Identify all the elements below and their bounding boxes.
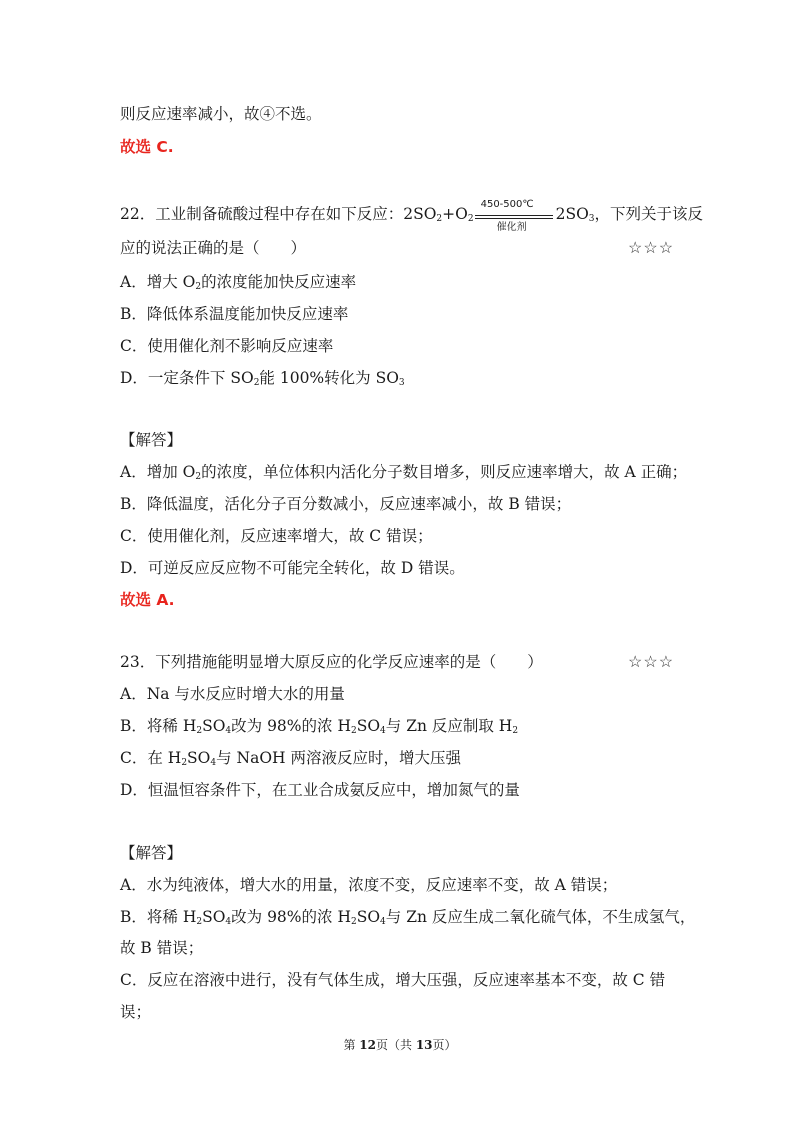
subscript: 2 — [195, 472, 202, 482]
subscript: 2 — [195, 282, 202, 292]
question-text: 2SO — [555, 205, 589, 223]
footer-text: 页） — [432, 1038, 457, 1052]
solution-line: C．反应在溶液中进行，没有气体生成，增大压强，反应速率基本不变，故 C 错 — [120, 971, 666, 989]
condition-catalyst: 催化剂 — [496, 222, 527, 233]
solution-text: SO — [356, 908, 381, 926]
forward-arrow — [475, 215, 553, 216]
subscript: 2 — [181, 758, 188, 768]
answer-choice: 故选 A. — [120, 591, 175, 609]
subscript: 2 — [196, 917, 203, 927]
answer-choice: 故选 C. — [120, 138, 174, 156]
option-text: SO — [187, 749, 211, 767]
solution-line: 故 B 错误； — [120, 939, 204, 957]
subscript: 4 — [225, 726, 232, 736]
question-text: ，下列关于该反 — [594, 205, 704, 223]
solution-text: B．将稀 H — [120, 908, 197, 926]
subscript: 2 — [350, 726, 357, 736]
option-b: B．降低体系温度能加快反应速率 — [120, 305, 349, 323]
option-text: A．增大 O — [120, 273, 196, 291]
footer-text: 第 — [343, 1038, 360, 1052]
subscript: 4 — [225, 917, 232, 927]
solution-text: 改为 98%的浓 H — [231, 908, 351, 926]
solution-line: A．水为纯液体，增大水的用量，浓度不变，反应速率不变，故 A 错误； — [120, 876, 618, 894]
solution-line: C．使用催化剂，反应速率增大，故 C 错误； — [120, 527, 433, 545]
solution-heading: 【解答】 — [120, 431, 183, 449]
subscript: 2 — [350, 917, 357, 927]
subscript: 2 — [196, 726, 203, 736]
question-text: 22．工业制备硫酸过程中存在如下反应：2SO — [120, 205, 437, 223]
page-number: 12 — [359, 1038, 376, 1052]
text-line: 则反应速率减小，故④不选。 — [120, 105, 322, 123]
option-text: B．将稀 H — [120, 717, 197, 735]
subscript: 3 — [588, 214, 595, 224]
page-total: 13 — [415, 1038, 433, 1052]
subscript: 2 — [512, 726, 519, 736]
option-text: SO — [202, 717, 226, 735]
solution-line — [120, 462, 687, 487]
option-text: C．在 H — [120, 749, 182, 767]
difficulty-stars: ☆☆☆ — [628, 652, 675, 671]
subscript: 4 — [380, 917, 386, 927]
subscript: 2 — [467, 214, 474, 224]
question-22-stem — [120, 199, 704, 233]
option-d — [120, 368, 405, 393]
solution-heading: 【解答】 — [120, 844, 183, 862]
reaction-condition-arrow — [475, 199, 555, 233]
option-text: SO — [356, 717, 381, 735]
option-text: 与 Zn 反应制取 H — [385, 717, 513, 735]
option-text: 与 NaOH 两溶液反应时，增大压强 — [216, 749, 461, 767]
solution-text: SO — [202, 908, 226, 926]
subscript: 2 — [253, 378, 260, 388]
subscript: 4 — [210, 758, 217, 768]
option-text: 改为 98%的浓 H — [231, 717, 351, 735]
solution-line: B．降低温度，活化分子百分数减小，反应速率减小，故 B 错误； — [120, 495, 572, 513]
solution-text: 与 Zn 反应生成二氧化硫气体，不生成氢气， — [385, 908, 696, 926]
subscript: 4 — [380, 726, 386, 736]
option-text: 的浓度能加快反应速率 — [201, 273, 357, 291]
solution-line: 误； — [120, 1003, 152, 1021]
page-footer — [0, 1036, 800, 1053]
solution-line: D．可逆反应反应物不可能完全转化，故 D 错误。 — [120, 559, 465, 577]
condition-temperature: 450-500℃ — [480, 199, 534, 210]
subscript: 2 — [436, 214, 443, 224]
subscript: 3 — [398, 378, 405, 388]
option-text: 能 100%转化为 SO — [259, 369, 399, 387]
option-c: C．使用催化剂不影响反应速率 — [120, 337, 334, 355]
option-d: D．恒温恒容条件下，在工业合成氨反应中，增加氮气的量 — [120, 781, 520, 799]
question-text: +O — [442, 205, 468, 223]
footer-text: 页（共 — [375, 1038, 416, 1052]
question-22-stem-cont: 应的说法正确的是（ ） — [120, 239, 307, 257]
option-text: D．一定条件下 SO — [120, 369, 254, 387]
option-c — [120, 748, 461, 773]
solution-text: 的浓度，单位体积内活化分子数目增多，则反应速率增大，故 A 正确； — [201, 463, 688, 481]
solution-line — [120, 907, 695, 932]
option-a: A．Na 与水反应时增大水的用量 — [120, 685, 345, 703]
option-b — [120, 716, 518, 741]
option-a — [120, 272, 356, 297]
difficulty-stars: ☆☆☆ — [628, 238, 675, 257]
question-23-stem: 23．下列措施能明显增大原反应的化学反应速率的是（ ） — [120, 653, 543, 671]
solution-text: A．增加 O — [120, 463, 196, 481]
